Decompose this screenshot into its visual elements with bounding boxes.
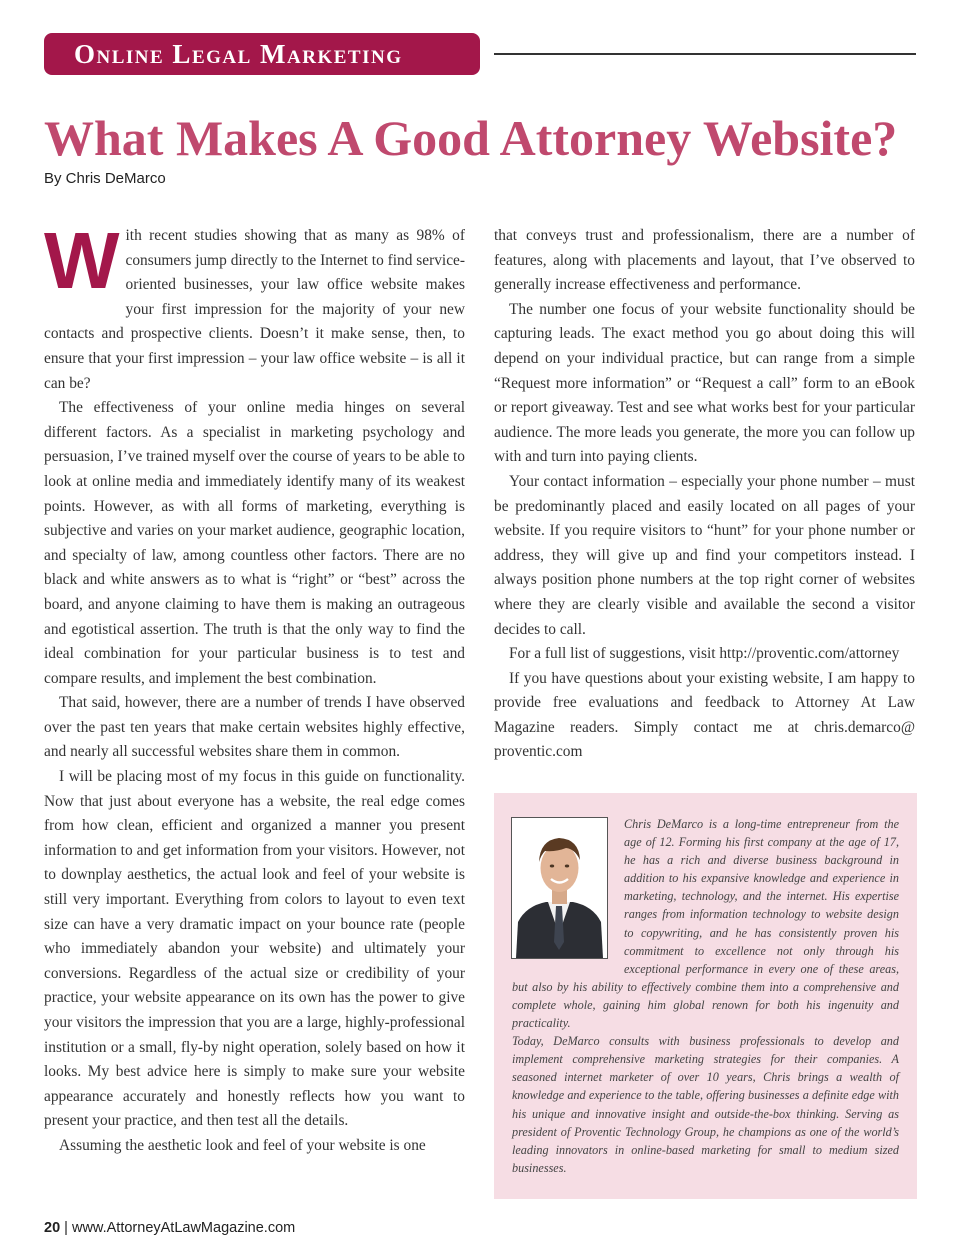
article-paragraph <box>44 216 465 396</box>
paragraph-text: ith recent studies showing that as many as 98% of consumers jump directly to the Internet to find service-oriented businesses, your law office website makes your first impression for the majority of your new contacts and prospective clients. Doesn’t it make sense, then, to ensure that your first impression – your law office website – is all it can be? <box>44 227 465 392</box>
article-paragraph: that conveys trust and professionalism, there are a number of features, along with placements and layout, that I’ve observed to generally increase effectiveness and performance. <box>494 227 915 294</box>
page-footer <box>44 1220 295 1236</box>
bio-paragraph: Chris DeMarco is a long-time entrepreneur from the age of 12. Forming his first company at the age of 17, he has a rich and diverse business background in addition to his expansive knowledge and experience in marketing, technology, and the internet. His expertise ranges from information technology to website design to copywriting, and he has consistently proven his commitment to excellence not only through his exceptional performance in every one of these areas, but also by his ability to effectively combine them into a comprehensive and complete whole, gaining him global renown for both his ingenuity and practicality. <box>512 817 899 1031</box>
article-title: What Makes A Good Attorney Website? <box>44 110 898 166</box>
article-paragraph: Assuming the aesthetic look and feel of your website is one <box>59 1136 426 1154</box>
article-paragraph: Your contact information – especially your phone number – must be predominantly placed and easily located on all pages of your website. If you require visitors to “hunt” for your phone number or address, they will give up and find your competitors instead. I always position phone numbers at the top right corner of websites where they are clearly visible and available the second a visitor decides to call. <box>494 472 915 638</box>
article-paragraph: That said, however, there are a number of trends I have observed over the past ten years that make certain websites highly effective, and nearly all successful websites share them in common. <box>44 694 465 761</box>
footer-separator: | <box>64 1220 68 1236</box>
article-byline: By Chris DeMarco <box>44 170 166 187</box>
article-paragraph: The number one focus of your website functionality should be capturing leads. The exact method you go about doing this will depend on your individual practice, but can range from a simple “Request more information” or “Request a call” form to an eBook or report giveaway. Test and see what works best for your particular audience. The more leads you generate, the more you can follow up with and turn into paying clients. <box>494 300 915 466</box>
article-paragraph: The effectiveness of your online media hinges on several different factors. As a specialist in marketing psychology and persuasion, I’ve trained myself over the course of years to be able to look at online media and immediately identify many of its weakest points. However, as with all forms of marketing, everything is subjective and varies on your market audience, geographic location, and specialty of law, among countless other factors. There are no black and white answers as to what is “right” or “best” across the board, and anyone claiming to have them is making an outrageous and egotistical assertion. The truth is that the only way to find the ideal combination for your particular business is to test and compare results, and implement the best combination. <box>44 399 465 687</box>
section-banner <box>44 33 480 75</box>
article-paragraph: For a full list of suggestions, visit http://proventic.com/attorney <box>509 645 900 663</box>
article-left-column <box>44 216 465 1159</box>
article-paragraph: I will be placing most of my focus in this guide on functionality. Now that just about everyone has a website, the real edge comes from how clean, efficient and organized a manner you present information to and get information from your visitors. However, not to downplay aesthetics, the actual look and feel of your website is still very important. Everything from colors to layout to even text size can have a very dramatic impact on your bounce rate (people who immediately abandon your website) and ultimately your conversions. Regardless of the actual size or credibility of your practice, your website appearance on its own has the power to give your visitors the impression that you are a large, highly-professional institution or a small, fly-by night operation, solely based on how it looks. My best advice here is simply to make sure your website appearance accurately and honestly reflects how you want to present your practice, and then test all the details. <box>44 768 465 1130</box>
author-bio-text <box>512 815 899 1177</box>
section-rule <box>494 53 916 55</box>
article-right-column <box>494 224 915 765</box>
article-paragraph: If you have questions about your existing website, I am happy to provide free evaluations and feedback to Attorney At Law Magazine readers. Simply contact me at chris.demarco@ proventic.com <box>494 669 915 761</box>
drop-cap: W <box>44 216 120 305</box>
footer-website: www.AttorneyAtLawMagazine.com <box>71 1220 296 1236</box>
bio-paragraph: Today, DeMarco consults with business professionals to develop and implement comprehensive marketing strategies for their companies. A seasoned internet marketer of over 10 years, Chris brings a wealth of knowledge and experience to the table, offering businesses a definite edge with his unique and innovative insight and outside-the-box thinking. Serving as president of Proventic Technology Group, he champions as one of the world’s leading innovators in online-based marketing for small to medium sized businesses. <box>512 1034 899 1175</box>
page-number: 20 <box>44 1220 61 1236</box>
author-bio-box <box>494 793 917 1199</box>
section-title: Online Legal Marketing <box>74 39 403 69</box>
